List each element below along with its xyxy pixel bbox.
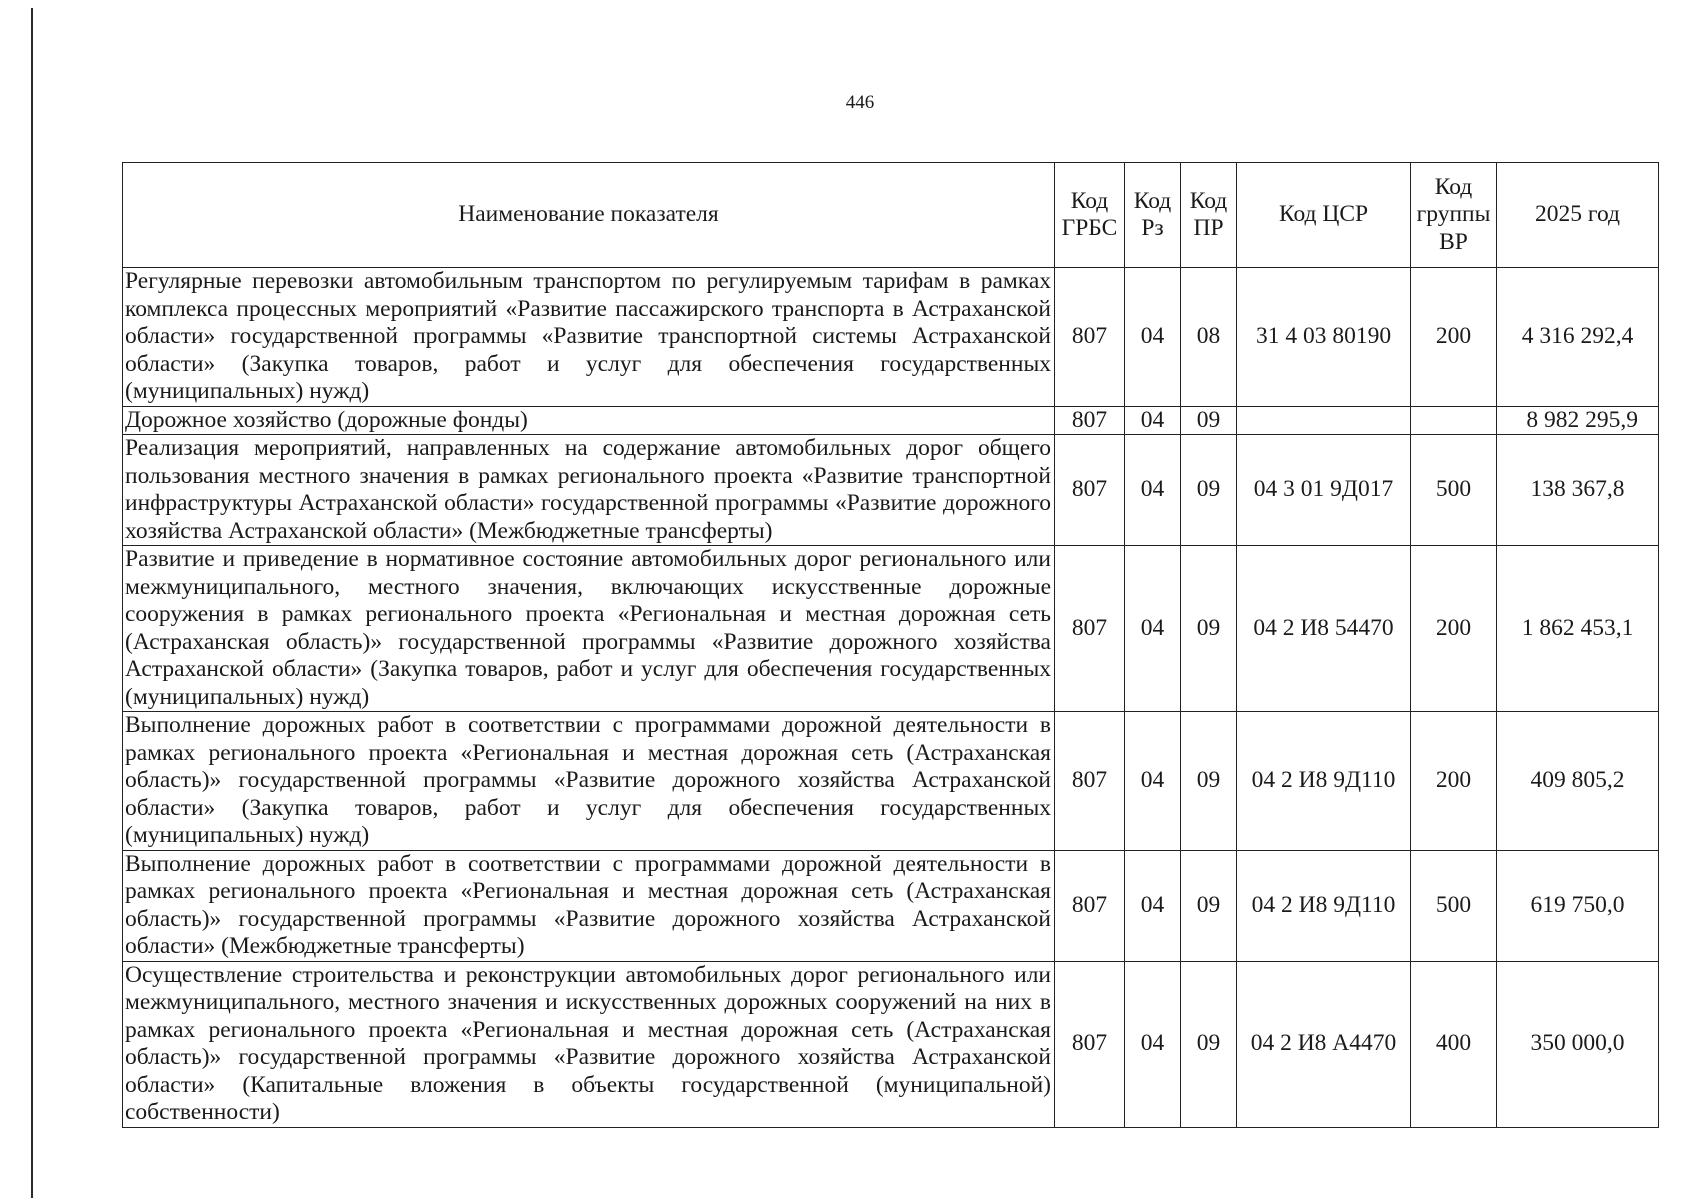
header-name: Наименование показателя xyxy=(123,163,1055,268)
row-vr: 500 xyxy=(1411,850,1497,961)
row-csr: 04 2 И8 9Д110 xyxy=(1237,712,1411,851)
row-pr: 09 xyxy=(1181,712,1237,851)
row-csr: 31 4 03 80190 xyxy=(1237,268,1411,407)
row-vr: 200 xyxy=(1411,268,1497,407)
table-row xyxy=(123,268,1659,407)
page-binding-line xyxy=(31,8,33,1198)
table-row xyxy=(123,406,1659,435)
header-vr: Код группы ВР xyxy=(1411,163,1497,268)
row-grbs: 807 xyxy=(1055,850,1125,961)
row-name: Дорожное хозяйство (дорожные фонды) xyxy=(123,406,1055,435)
row-amount: 4 316 292,4 xyxy=(1497,268,1659,407)
row-vr: 200 xyxy=(1411,546,1497,712)
row-pr: 09 xyxy=(1181,961,1237,1127)
header-rz: Код Рз xyxy=(1125,163,1181,268)
row-pr: 09 xyxy=(1181,435,1237,546)
table-row xyxy=(123,546,1659,712)
row-name: Осуществление строительства и реконструкции автомобильных дорог регионального или межмуниципального, местного значения и искусственных дорожных сооружений на них в рамках регионального проекта «Региональная и местная дорожная сеть (Астраханская область)» государственной программы «Развитие дорожного хозяйства Астраханской области» (Капитальные вложения в объекты государственной (муниципальной) собственности) xyxy=(123,961,1055,1127)
row-amount: 138 367,8 xyxy=(1497,435,1659,546)
row-grbs: 807 xyxy=(1055,268,1125,407)
header-grbs: Код ГРБС xyxy=(1055,163,1125,268)
row-rz: 04 xyxy=(1125,961,1181,1127)
row-amount: 619 750,0 xyxy=(1497,850,1659,961)
table-row xyxy=(123,435,1659,546)
row-grbs: 807 xyxy=(1055,546,1125,712)
row-vr: 500 xyxy=(1411,435,1497,546)
row-amount: 1 862 453,1 xyxy=(1497,546,1659,712)
row-name: Развитие и приведение в нормативное состояние автомобильных дорог регионального или межмуниципального, местного значения, включающих искусственные дорожные сооружения в рамках регионального проекта «Региональная и местная дорожная сеть (Астраханская область)» государственной программы «Развитие дорожного хозяйства Астраханской области» (Закупка товаров, работ и услуг для обеспечения государственных (муниципальных) нужд) xyxy=(123,546,1055,712)
row-name: Регулярные перевозки автомобильным транспортом по регулируемым тарифам в рамках комплекса процессных мероприятий «Развитие пассажирского транспорта в Астраханской области» государственной программы «Развитие транспортной системы Астраханской области» (Закупка товаров, работ и услуг для обеспечения государственных (муниципальных) нужд) xyxy=(123,268,1055,407)
row-vr xyxy=(1411,406,1497,435)
row-name: Выполнение дорожных работ в соответствии с программами дорожной деятельности в рамках регионального проекта «Региональная и местная дорожная сеть (Астраханская область)» государственной программы «Развитие дорожного хозяйства Астраханской области» (Закупка товаров, работ и услуг для обеспечения государственных (муниципальных) нужд) xyxy=(123,712,1055,851)
row-pr: 09 xyxy=(1181,850,1237,961)
row-csr xyxy=(1237,406,1411,435)
row-csr: 04 3 01 9Д017 xyxy=(1237,435,1411,546)
table-row xyxy=(123,961,1659,1127)
row-rz: 04 xyxy=(1125,546,1181,712)
table-row xyxy=(123,712,1659,851)
row-grbs: 807 xyxy=(1055,406,1125,435)
row-grbs: 807 xyxy=(1055,435,1125,546)
row-pr: 09 xyxy=(1181,406,1237,435)
row-csr: 04 2 И8 54470 xyxy=(1237,546,1411,712)
header-year: 2025 год xyxy=(1497,163,1659,268)
table-row xyxy=(123,850,1659,961)
row-grbs: 807 xyxy=(1055,712,1125,851)
row-vr: 200 xyxy=(1411,712,1497,851)
header-csr: Код ЦСР xyxy=(1237,163,1411,268)
row-csr: 04 2 И8 А4470 xyxy=(1237,961,1411,1127)
row-csr: 04 2 И8 9Д110 xyxy=(1237,850,1411,961)
page-number: 446 xyxy=(845,92,875,113)
row-rz: 04 xyxy=(1125,712,1181,851)
header-pr: Код ПР xyxy=(1181,163,1237,268)
row-rz: 04 xyxy=(1125,268,1181,407)
row-amount: 409 805,2 xyxy=(1497,712,1659,851)
row-vr: 400 xyxy=(1411,961,1497,1127)
row-amount: 8 982 295,9 xyxy=(1497,406,1659,435)
row-pr: 08 xyxy=(1181,268,1237,407)
budget-table xyxy=(122,162,1659,1128)
row-rz: 04 xyxy=(1125,435,1181,546)
table-header-row xyxy=(123,163,1659,268)
row-pr: 09 xyxy=(1181,546,1237,712)
row-grbs: 807 xyxy=(1055,961,1125,1127)
row-rz: 04 xyxy=(1125,850,1181,961)
row-name: Выполнение дорожных работ в соответствии с программами дорожной деятельности в рамках регионального проекта «Региональная и местная дорожная сеть (Астраханская область)» государственной программы «Развитие дорожного хозяйства Астраханской области» (Межбюджетные трансферты) xyxy=(123,850,1055,961)
row-rz: 04 xyxy=(1125,406,1181,435)
row-amount: 350 000,0 xyxy=(1497,961,1659,1127)
row-name: Реализация мероприятий, направленных на содержание автомобильных дорог общего пользования местного значения в рамках регионального проекта «Развитие транспортной инфраструктуры Астраханской области» государственной программы «Развитие дорожного хозяйства Астраханской области» (Межбюджетные трансферты) xyxy=(123,435,1055,546)
